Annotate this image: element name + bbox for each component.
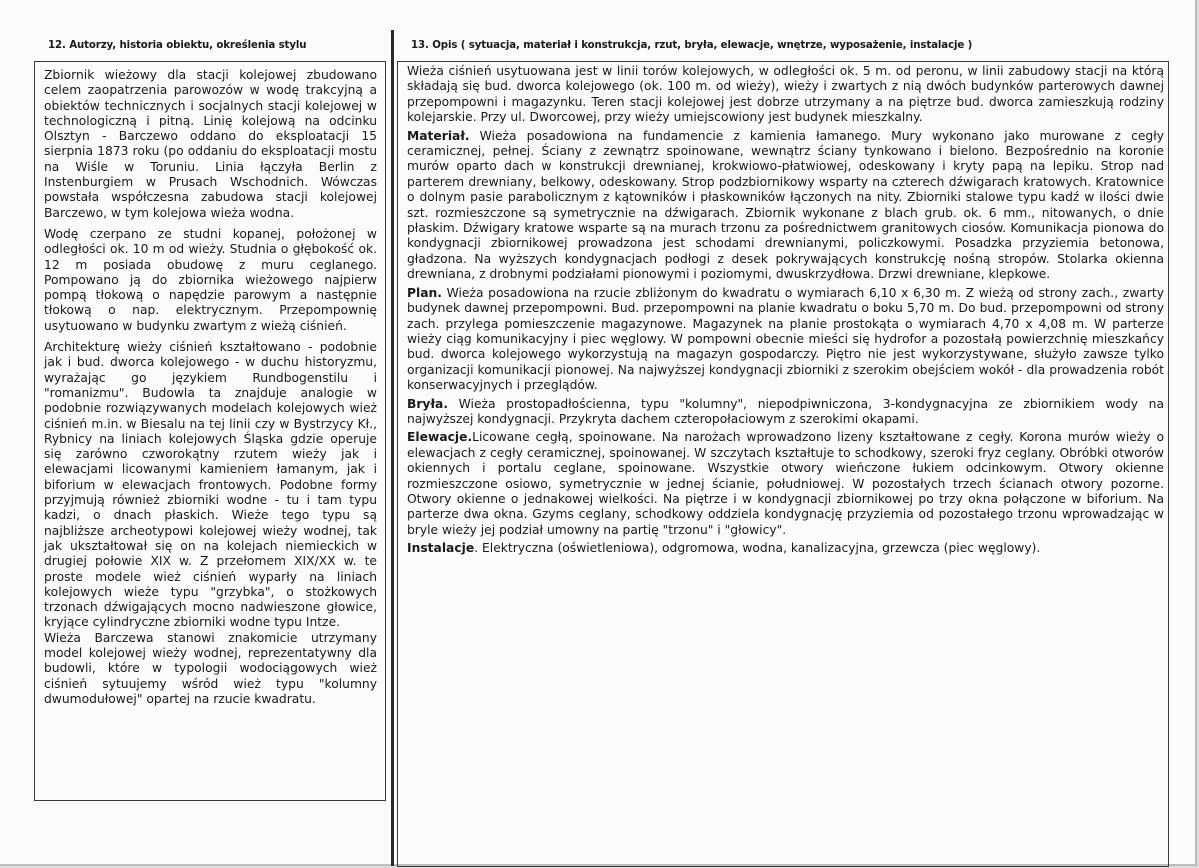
elewacje-text: Licowane cegłą, spoinowane. Na narożach wprowadzono lizeny kształtowane z cegły. Korona murów wieży o elewacjach z cegły ceramicznej, spoinowanej. W szczytach kształtuje to schodkowy, szeroki fryz ceglany. Obróbki otworów okiennych i portalu ceglane, spoinowane. Wszystkie otwory wieńczone łukiem odcinkowym. Otwory okienne rozmieszczone osiowo, symetrycznie w jednej ścianie, południowej. W pozostałych trzech ścianach otwory pozorne. Otwory okienne o jednakowej wielkości. Na piętrze i w kondygnacji zbiornikowej po trzy okna połączone w biforium. Na parterze dwa okna. Gzyms ceglany, schodkowy oddziela kondygnację przyziemia od pozostałego trzonu wprowadzając w bryle wieży jej podział umowny na partię "trzonu" i "głowicy". (407, 430, 1164, 537)
plan-label: Plan. (407, 285, 442, 300)
plan-text: Wieża posadowiona na rzucie zbliżonym do kwadratu o wymiarach 6,10 x 6,30 m. Z wieżą od strony zach., zwarty budynek dawnej przepompowni. Bud. przepompowni na planie kwadratu o boku 5,70 m. Do bud. przepompowni od strony zach. przylega pomieszczenie magazynowe. Magazynek na planie prostokąta o wymiarach 4,70 x 4,08 m. W parterze wieży ciąg komunikacyjny i piec węglowy. W pompowni obecnie mieści się hydrofor a pozostałą powierzchnię mieszkańcy bud. dworca kolejowego wykorzystują na magazyn gospodarczy. Piętro nie jest wykorzystywane, służyło zawsze tylko organizacji komunikacji pionowej. Na najwyższej kondygnacji zbiorniki z szerokim obejściem wokół - dla prowadzenia robót konserwacyjnych i przeglądów. (407, 285, 1164, 393)
material-text: Wieża posadowiona na fundamencie z kamienia łamanego. Mury wykonano jako murowane z cegły ceramicznej, pełnej. Ściany z zewnątrz spoinowane, wewnątrz ściany tynkowano i bielono. Bezpośrednio na koronie murów oparto dach w konstrukcji drewnianej, krokwiowo-płatwiowej, odeskowany i kryty papą na lepiku. Strop nad parterem drewniany, belkowy, odeskowany. Strop podzbiornikowy wsparty na czterech dźwigarach kratowych. Kratownice o dolnym pasie parabolicznym z kątowników i płaskowników łączonych na nity. Zbiorniki stalowe typu kadź w ilości dwie szt. rozmieszczone są symetrycznie na dźwigarach. Zbiornik wykonane z blach grub. ok. 6 mm., nitowanych, o dnie płaskim. Dźwigary kratowe wsparte są na murach trzonu za pośrednictwem granitowych ciosów. Komunikacja pionowa do kondygnacji zbiornikowej prowadzona jest schodami drewnianymi, policzkowymi. Posadzka przyziemia betonowa, gładzona. Na wyższych kondygnacjach podłogi z desek pokrywających konstrukcję nośną stropów. Stolarka okienna drewniana, z drobnymi podziałami pionowymi i poziomymi, dwuskrzydłowa. Drzwi drewniane, klepkowe. (407, 128, 1164, 282)
instalacje-label: Instalacje (407, 541, 475, 556)
section-13-body (407, 64, 1164, 560)
instalacje-text: . Elektryczna (oświetleniowa), odgromowa, wodna, kanalizacyjna, grzewcza (piec węglowy). (474, 541, 1041, 556)
bryla-text: Wieża prostopadłościenna, typu "kolumny", niepodpiwniczona, 3-kondygnacyjna ze zbiornikiem wody na najwyższej kondygnacji. Przykryta dachem czteropołaciowym z szerokimi okapami. (407, 396, 1164, 426)
paragraph: Wieża Barczewa stanowi znakomicie utrzymany model kolejowej wieży wodnej, reprezentatywny dla budowli, które w typologii wodociągowych wież ciśnień sytuujemy wśród wież typu "kolumny dwumodułowej" opartej na rzucie kwadratu. (44, 630, 377, 706)
section-12-heading: 12. Autorzy, historia obiektu, określenia stylu (48, 40, 307, 51)
material-label: Materiał. (407, 128, 470, 143)
intro-paragraph: Wieża ciśnień usytuowana jest w linii torów kolejowych, w odległości ok. 5 m. od peronu, w linii zabudowy stacji na którą składają się bud. dworca kolejowego (ok. 100 m. od wieży), wieży i zwartych z nią dwóch budynków parterowych dawnej przepompowni i magazynku. Teren stacji kolejowej jest dobrze utrzymany a na piętrze bud. dworca zamieszkują rodziny kolejarskie. Przy ul. Dworcowej, przy wieży umiejscowiony jest budynek mieszkalny. (407, 64, 1164, 125)
bryla-paragraph (407, 397, 1164, 428)
section-12-body (44, 68, 377, 713)
material-paragraph (407, 129, 1164, 283)
paragraph: Zbiornik wieżowy dla stacji kolejowej zbudowano celem zaopatrzenia parowozów w wodę trakcyjną a obiektów technicznych i socjalnych stacji kolejowej w technologiczną i pitną. Linię kolejową na odcinku Olsztyn - Barczewo oddano do eksploatacji 15 sierpnia 1873 roku (po oddaniu do eksploatacji mostu na Wiśle w Toruniu. Linia łączyła Berlin z Instenburgiem w Prusach Wschodnich. Wówczas powstała współczesna zabudowa stacji kolejowej Barczewo, w tym kolejowa wieża wodna. (44, 68, 377, 220)
paragraph: Wodę czerpano ze studni kopanej, położonej w odległości ok. 10 m od wieży. Studnia o głębokość ok. 12 m posiada obudowę z muru ceglanego. Pompowano ją do zbiornika wieżowego najpierw pompą tłokową o napędzie parowym a następnie tłokową o nap. elektrycznym. Przepompownię usytuowano w budynku zwartym z wieżą ciśnień. (44, 226, 377, 333)
elewacje-paragraph (407, 430, 1164, 538)
column-divider (391, 30, 394, 866)
section-12 (34, 28, 386, 818)
section-13 (397, 28, 1169, 818)
section-13-heading: 13. Opis ( sytuacja, materiał i konstrukcja, rzut, bryła, elewacje, wnętrze, wyposażenie, instalacje ) (411, 40, 973, 51)
bryla-label: Bryła. (407, 396, 448, 411)
instalacje-paragraph (407, 541, 1164, 556)
elewacje-label: Elewacje. (407, 430, 473, 445)
paragraph: Architekturę wieży ciśnień kształtowano - podobnie jak i bud. dworca kolejowego - w duchu historyzmu, wyrażając go językiem Rundbogenstilu i "romanizmu". Budowla ta znajduje analogie w podobnie rozwiązywanych modelach kolejowych wież ciśnień m.in. w Biesalu na tej linii czy w Bystrzycy Kł., Rybnicy na liniach kolejowych Śląska gdzie operuje się zarówno czworokątny rzutem wieży jak i elewacjami licowanymi kamieniem łamanym, jak i biforium w elewacjach frontowych. Podobne formy przyjmują również zbiorniki wodne - tu i tam typu kadzi, o dnach płaskich. Wieże tego typu są najbliższe archeotypowi kolejowej wieży wodnej, tak jak ukształtował się on na kolejach niemieckich w drugiej połowie XIX w. Z przełomem XIX/XX w. te proste modele wież ciśnień wyparły na liniach kolejowych wieże typu "grzybka", o stożkowych trzonach dźwigających mocno nadwieszone głowice, kryjące cylindryczne zbiorniki wodne typu Intze. (44, 340, 377, 630)
plan-paragraph (407, 286, 1164, 394)
